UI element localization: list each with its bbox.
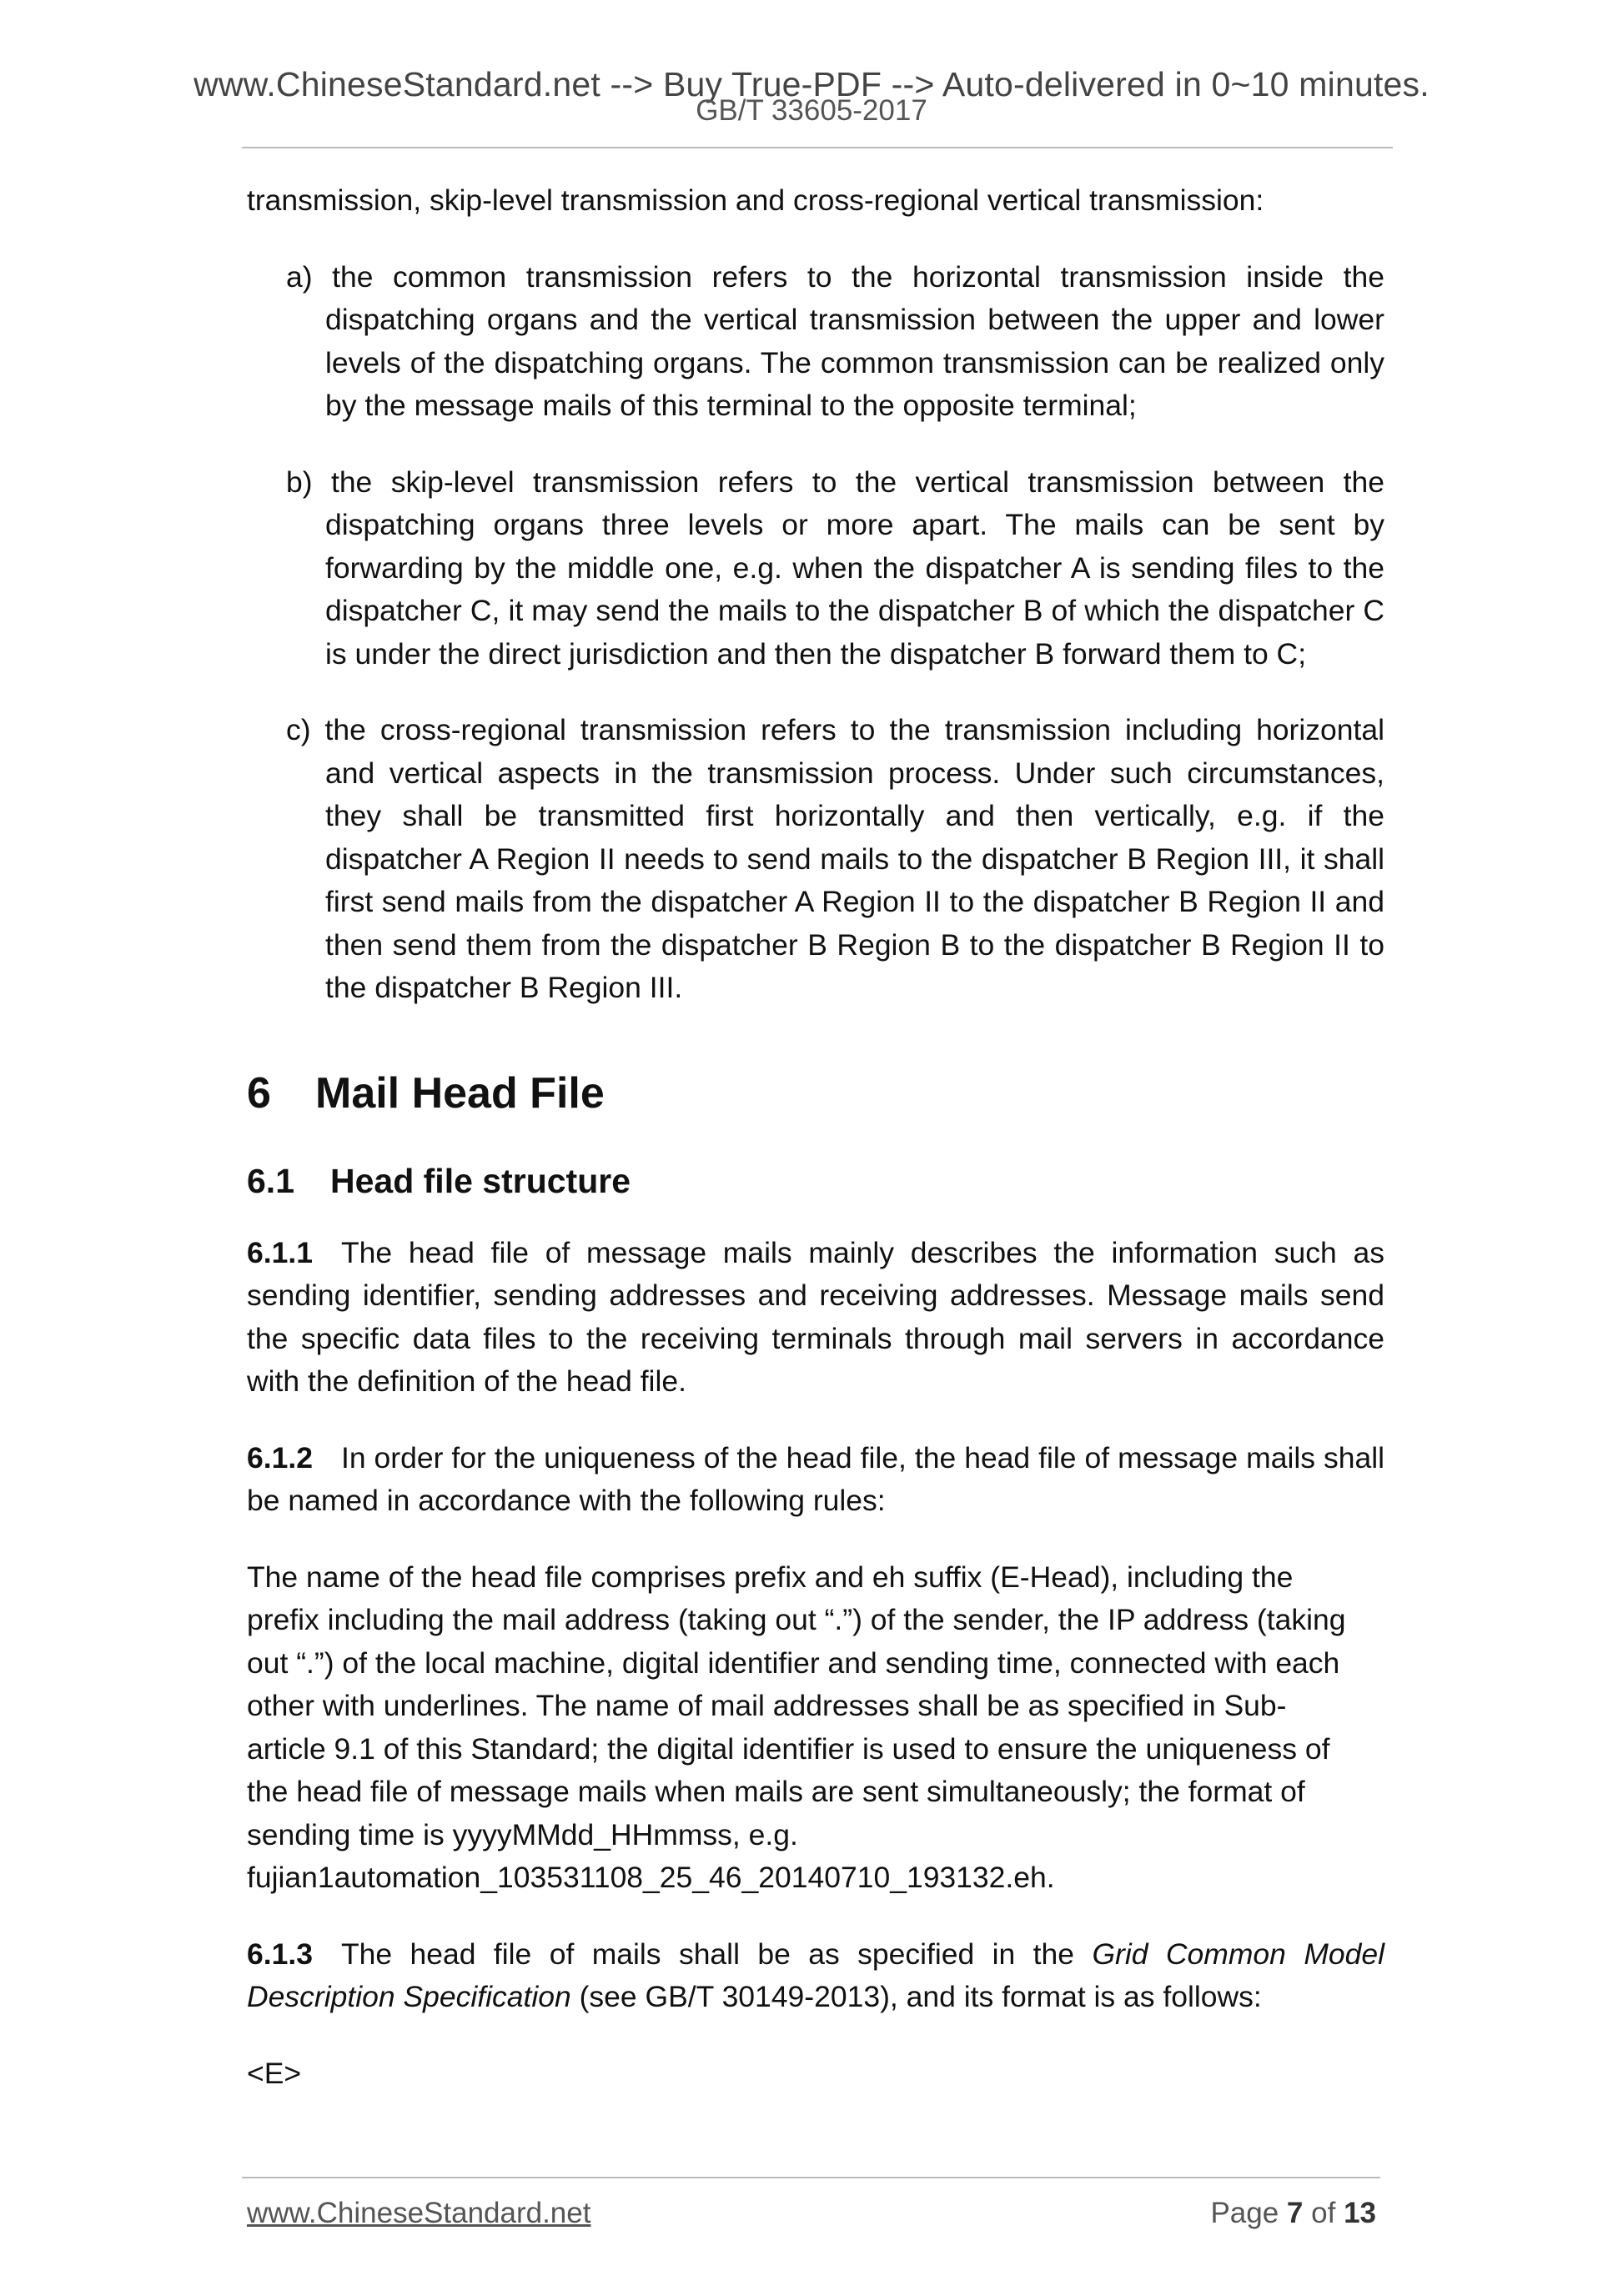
clause-number: 6.1.1 (247, 1235, 313, 1269)
clause-text: The head file of mails shall be as specified in the (340, 1937, 1093, 1971)
code-line: <E> (247, 2056, 302, 2090)
clause-text: In order for the uniqueness of the head file, the head file of message mails shall be named in accordance with the following rules: (247, 1440, 1384, 1517)
clause-number: 6.1.2 (247, 1440, 313, 1475)
paragraph-line: The name of the head file comprises prefix and eh suffix (E-Head), including the (247, 1560, 1294, 1594)
section-heading-6 (247, 1068, 1384, 1118)
page-total: 13 (1344, 2197, 1376, 2229)
page-content (247, 179, 1384, 2095)
header-divider (242, 147, 1393, 148)
paragraph-line: fujian1automation_103531108_25_46_20140710_193132.eh. (247, 1861, 1055, 1894)
clause-6-1-3 (247, 1933, 1384, 2019)
clause-6-1-1 (247, 1232, 1384, 1404)
naming-rules-paragraph (247, 1556, 1384, 1900)
footer-divider (242, 2177, 1380, 2178)
subsection-title: Head file structure (330, 1161, 631, 1200)
cited-standard-title: Grid Common Model Description Specification (247, 1937, 1385, 2013)
list-item: c) the cross-regional transmission refers to the transmission including horizontal and vertical aspects in the transmission process. Under such circumstances, they shall be transmitted first horizontally and then vertically, e.g. if the dispatcher A Region II needs to send mails to the dispatcher B Region III, it shall first send mails from the dispatcher A Region II to the dispatcher B Region II and then send them from the dispatcher B Region B to the dispatcher B Region II to the dispatcher B Region III. (286, 713, 1384, 1004)
page-label: Page (1210, 2197, 1279, 2229)
paragraph-line: other with underlines. The name of mail addresses shall be as specified in Sub- (247, 1689, 1287, 1722)
clause-text-tail: (see GB/T 30149-2013), and its format is as follows: (570, 1980, 1262, 2013)
paragraph-line: prefix including the mail address (taking out “.”) of the sender, the IP address (taking (247, 1603, 1346, 1636)
intro-line: transmission, skip-level transmission and cross-regional vertical transmission: (247, 183, 1264, 217)
footer-site-link[interactable]: www.ChineseStandard.net (247, 2197, 591, 2229)
section-title: Mail Head File (315, 1068, 605, 1118)
list-item: a) the common transmission refers to the horizontal transmission inside the dispatching organs and the vertical transmission between the upper and lower levels of the dispatching organs. The common transmission can be realized only by the message mails of this terminal to the opposite terminal; (286, 259, 1384, 422)
page-indicator (1210, 2197, 1376, 2230)
paragraph-line: sending time is yyyyMMdd_HHmmss, e.g. (247, 1817, 798, 1851)
site-banner: www.ChineseStandard.net --> Buy True-PDF --> Auto-delivered in 0~10 minutes. (193, 65, 1430, 103)
clause-text: The head file of message mails mainly describes the information such as sending identifier, sending addresses and receiving addresses. Message mails send the specific data files to the receiving terminals through mail servers in accordance with the definition of the head file. (247, 1235, 1384, 1398)
clause-number: 6.1.3 (247, 1937, 313, 1971)
list-item: b) the skip-level transmission refers to the vertical transmission between the dispatching organs three levels or more apart. The mails can be sent by forwarding by the middle one, e.g. when the dispatcher A is sending files to the dispatcher C, it may send the mails to the dispatcher B of which the dispatcher C is under the direct jurisdiction and then the dispatcher B forward them to C; (286, 465, 1384, 671)
subsection-number: 6.1 (247, 1161, 294, 1200)
paragraph-line: out “.”) of the local machine, digital identifier and sending time, connected with each (247, 1645, 1340, 1680)
document-id: GB/T 33605-2017 (696, 94, 927, 127)
page-number: 7 (1286, 2197, 1304, 2229)
section-number: 6 (247, 1068, 271, 1118)
page-of-label: of (1311, 2197, 1336, 2229)
paragraph-line: article 9.1 of this Standard; the digital identifier is used to ensure the uniqueness of (247, 1731, 1330, 1766)
paragraph-line: the head file of message mails when mails are sent simultaneously; the format of (247, 1775, 1305, 1808)
subsection-heading-6-1 (247, 1160, 1384, 1202)
clause-6-1-2 (247, 1437, 1384, 1523)
